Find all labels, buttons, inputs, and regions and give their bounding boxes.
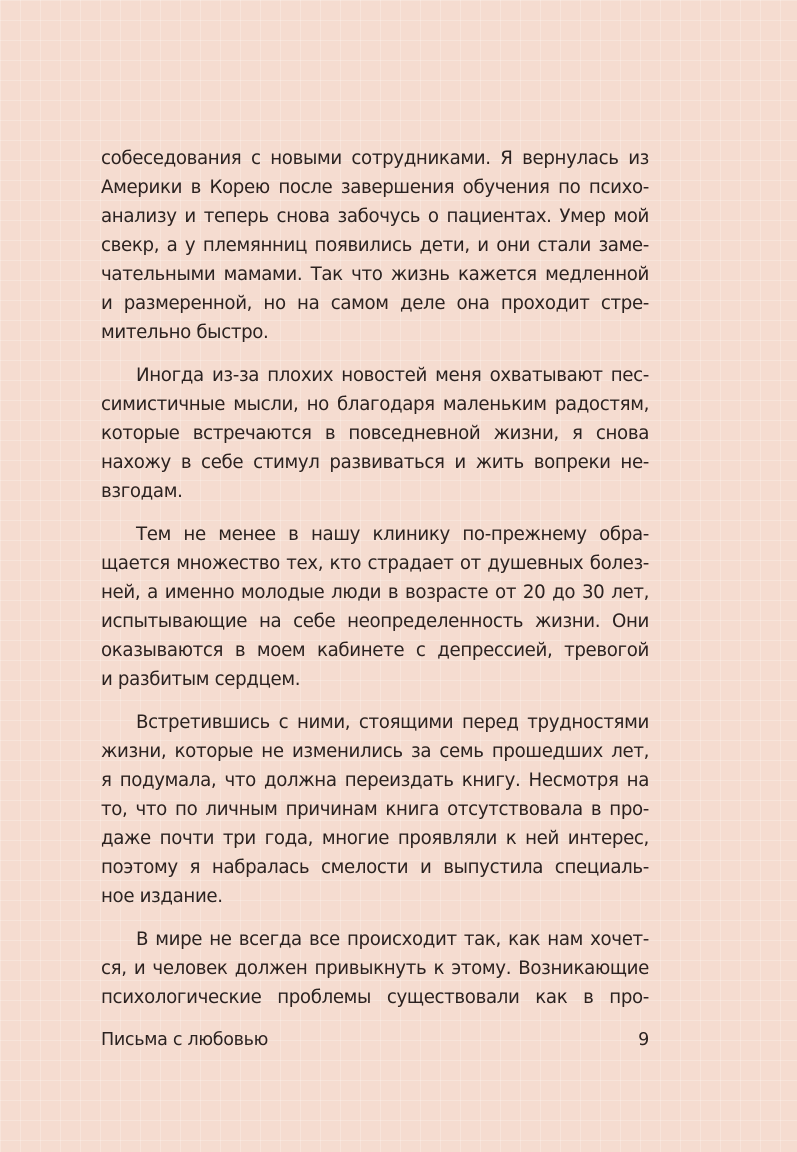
- text-line: свекр, а у племянниц появились дети, и они стали заме-: [101, 235, 649, 256]
- text-line: даже почти три года, многие проявляли к ней интерес,: [101, 828, 649, 849]
- text-line: собеседования с новыми сотрудниками. Я вернулась из: [101, 148, 649, 169]
- text-line: и разбитым сердцем.: [101, 669, 301, 690]
- page-footer: [101, 1025, 649, 1055]
- page-number: 9: [638, 1030, 649, 1050]
- text-line: щается множество тех, кто страдает от душевных болез-: [101, 553, 649, 574]
- text-line: Иногда из-за плохих новостей меня охватывают пес-: [136, 365, 649, 386]
- text-line: Америки в Корею после завершения обучения по психо-: [101, 177, 649, 198]
- text-line: то, что по личным причинам книга отсутствовала в про-: [101, 799, 649, 820]
- text-line: симистичные мысли, но благодаря маленьким радостям,: [101, 394, 649, 415]
- paragraph-2: [101, 361, 649, 506]
- text-line: поэтому я набралась смелости и выпустила специаль-: [101, 857, 649, 878]
- text-line: чательными мамами. Так что жизнь кажется медленной: [101, 264, 649, 285]
- text-line: В мире не всегда все происходит так, как нам хочет-: [136, 929, 649, 950]
- text-line: ное издание.: [101, 886, 223, 907]
- text-line: взгодам.: [101, 481, 183, 502]
- text-line: испытывающие на себе неопределенность жизни. Они: [101, 611, 649, 632]
- text-line: Встретившись с ними, стоящими перед трудностями: [136, 712, 649, 733]
- paragraph-5: [101, 925, 649, 1012]
- text-line: которые встречаются в повседневной жизни, я снова: [101, 423, 649, 444]
- text-line: психологические проблемы существовали как в про-: [101, 987, 649, 1008]
- running-title: Письма с любовью: [101, 1030, 269, 1050]
- body-text: [101, 144, 649, 1026]
- text-line: Тем не менее в нашу клинику по-прежнему обра-: [136, 524, 649, 545]
- text-line: жизни, которые не изменились за семь прошедших лет,: [101, 741, 649, 762]
- paragraph-3: [101, 520, 649, 694]
- text-line: и размеренной, но на самом деле она проходит стре-: [101, 293, 649, 314]
- text-line: ней, а именно молодые люди в возрасте от 20 до 30 лет,: [101, 582, 649, 603]
- text-line: ся, и человек должен привыкнуть к этому. Возникающие: [101, 958, 649, 979]
- paragraph-1: [101, 144, 649, 347]
- text-line: анализу и теперь снова забочусь о пациентах. Умер мой: [101, 206, 649, 227]
- text-line: нахожу в себе стимул развиваться и жить вопреки не-: [101, 452, 649, 473]
- text-line: мительно быстро.: [101, 322, 269, 343]
- text-line: я подумала, что должна переиздать книгу. Несмотря на: [101, 770, 649, 791]
- paragraph-4: [101, 708, 649, 911]
- text-line: оказываются в моем кабинете с депрессией, тревогой: [101, 640, 649, 661]
